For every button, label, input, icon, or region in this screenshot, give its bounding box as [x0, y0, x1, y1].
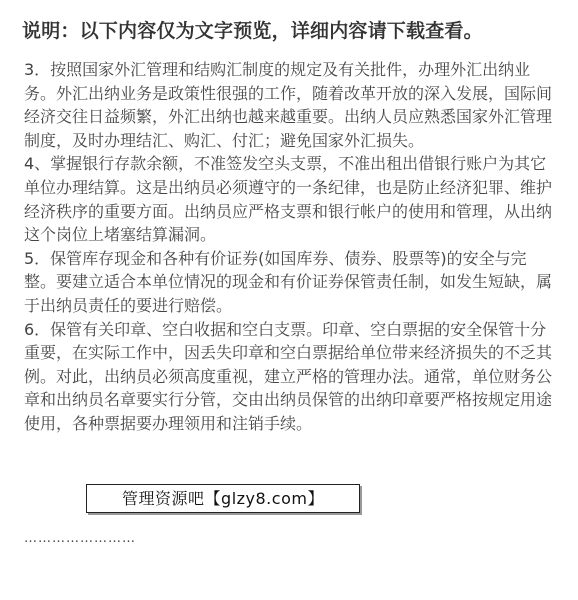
paragraph-item-5: 5．保管库存现金和各种有价证券(如国库券、债券、股票等)的安全与完整。要建立适合本单位情况的现金和有价证券保管责任制，如发生短缺，属于出纳员责任的要进行赔偿。: [24, 248, 553, 315]
continuation-ellipsis: ……………………: [24, 531, 136, 546]
watermark-label: 管理资源吧【glzy8.com】: [86, 484, 360, 513]
document-body: [24, 58, 556, 436]
paragraph-item-3: 3．按照国家外汇管理和结购汇制度的规定及有关批件，办理外汇出纳业务。外汇出纳业务是政策性很强的工作，随着改革开放的深入发展，国际间经济交往日益频繁，外汇出纳也越来越重要。出纳人员应熟悉国家外汇管理制度，及时办理结汇、购汇、付汇；避免国家外汇损失。: [24, 60, 553, 150]
preview-notice: 说明：以下内容仅为文字预览，详细内容请下载查看。: [22, 20, 483, 42]
paragraph-item-4: 4、掌握银行存款余额，不准签发空头支票，不准出租出借银行账户为其它单位办理结算。这是出纳员必须遵守的一条纪律，也是防止经济犯罪、维护经济秩序的重要方面。出纳员应严格支票和银行帐户的使用和管理，从出纳这个岗位上堵塞结算漏洞。: [24, 154, 553, 245]
paragraph-item-6: 6．保管有关印章、空白收据和空白支票。印章、空白票据的安全保管十分重要，在实际工作中，因丢失印章和空白票据给单位带来经济损失的不乏其例。对此，出纳员必须高度重视，建立严格的管理办法。通常，单位财务公章和出纳员名章要实行分管，交由出纳员保管的出纳印章要严格按规定用途使用，各种票据要办理领用和注销手续。: [24, 319, 553, 433]
